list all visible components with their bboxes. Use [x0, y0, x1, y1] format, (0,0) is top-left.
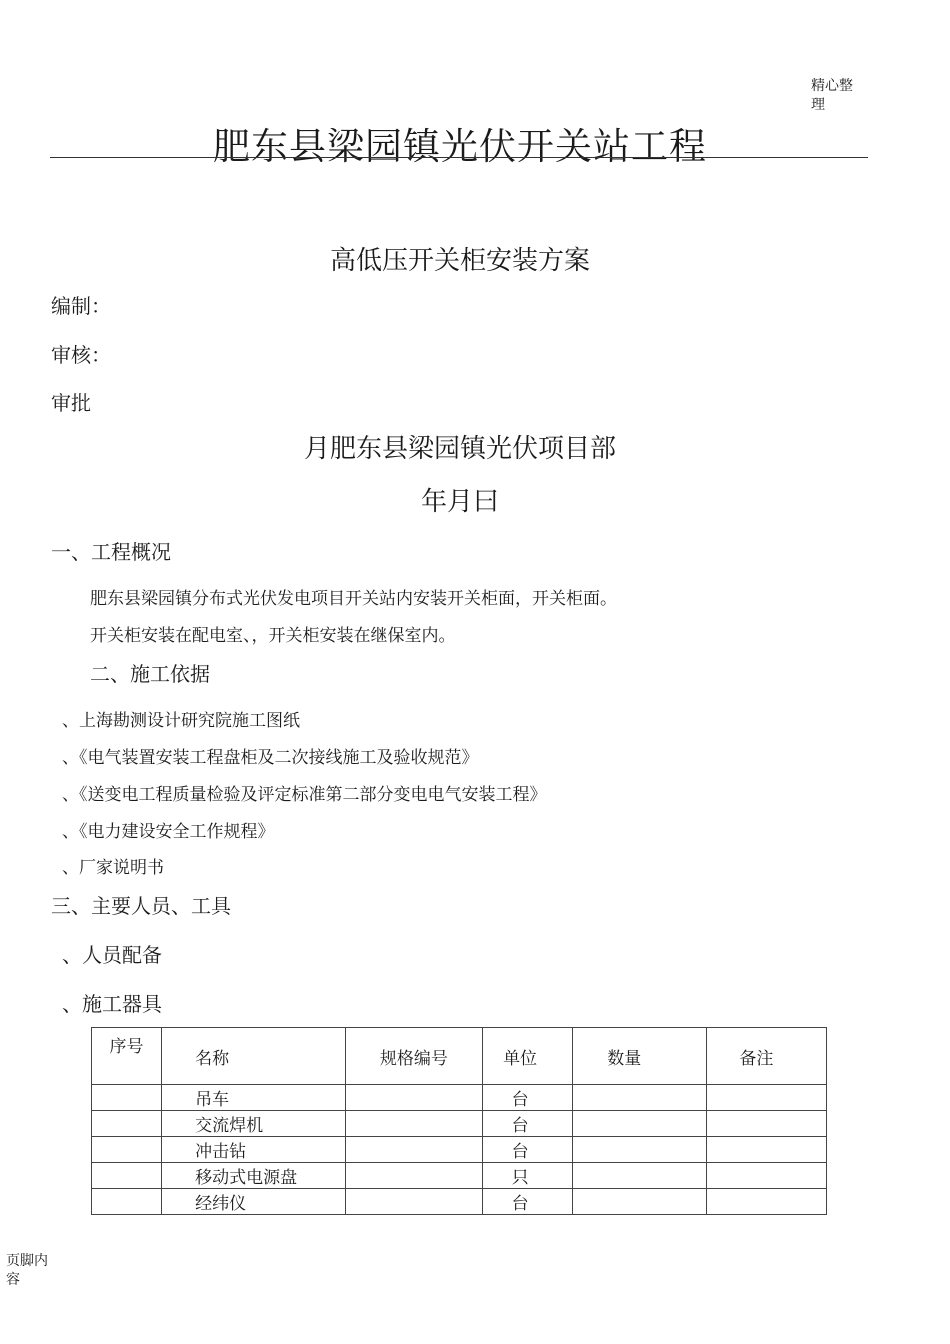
- document-title: 肥东县梁园镇光伏开关站工程: [213, 125, 707, 168]
- section3-sub-staff: 、人员配备: [62, 943, 162, 967]
- cell-remark: [706, 1111, 826, 1137]
- cell-unit: 台: [482, 1111, 572, 1137]
- cell-unit: 台: [482, 1085, 572, 1111]
- cell-qty: [572, 1189, 706, 1215]
- cell-spec: [346, 1111, 482, 1137]
- table-row: [92, 1085, 827, 1111]
- cell-remark: [706, 1085, 826, 1111]
- cell-seq: [92, 1189, 162, 1215]
- basis-item: 、《电气装置安装工程盘柜及二次接线施工及验收规范》: [62, 748, 479, 768]
- basis-item: 、《电力建设安全工作规程》: [62, 822, 275, 842]
- cell-spec: [346, 1189, 482, 1215]
- column-header-unit: 单位: [482, 1028, 572, 1085]
- cell-name: 经纬仪: [162, 1189, 346, 1215]
- section1-paragraph: 肥东县梁园镇分布式光伏发电项目开关站内安装开关柜面，开关柜面。: [90, 589, 617, 609]
- cell-seq: [92, 1085, 162, 1111]
- cell-unit: 只: [482, 1163, 572, 1189]
- column-header-name: 名称: [162, 1028, 346, 1085]
- field-review: 审核：: [51, 343, 111, 367]
- column-header-seq: 序号: [92, 1028, 162, 1085]
- cell-seq: [92, 1163, 162, 1189]
- cell-remark: [706, 1137, 826, 1163]
- title-underline: [50, 157, 868, 158]
- cell-name: 吊车: [162, 1085, 346, 1111]
- cell-spec: [346, 1085, 482, 1111]
- cell-name: 移动式电源盘: [162, 1163, 346, 1189]
- column-header-qty: 数量: [572, 1028, 706, 1085]
- cell-qty: [572, 1163, 706, 1189]
- section2-heading: 二、施工依据: [90, 662, 210, 686]
- tools-table: [91, 1027, 827, 1215]
- field-approve: 审批: [51, 391, 91, 415]
- section3-heading: 三、主要人员、工具: [51, 894, 231, 918]
- document-subtitle: 高低压开关柜安装方案: [329, 246, 590, 276]
- cell-spec: [346, 1163, 482, 1189]
- basis-item: 、厂家说明书: [62, 858, 164, 878]
- basis-item: 、上海勘测设计研究院施工图纸: [62, 711, 300, 731]
- table-row: [92, 1137, 827, 1163]
- cell-qty: [572, 1085, 706, 1111]
- cell-spec: [346, 1137, 482, 1163]
- cell-unit: 台: [482, 1137, 572, 1163]
- department-name: 月肥东县梁园镇光伏项目部: [303, 434, 616, 464]
- cell-unit: 台: [482, 1189, 572, 1215]
- basis-item: 、《送变电工程质量检验及评定标准第二部分变电电气安装工程》: [62, 785, 547, 805]
- header-note: 精心整理: [811, 78, 853, 113]
- section3-sub-tools: 、施工器具: [62, 992, 162, 1016]
- cell-qty: [572, 1137, 706, 1163]
- table-row: [92, 1111, 827, 1137]
- cell-seq: [92, 1111, 162, 1137]
- field-compile: 编制：: [51, 294, 111, 318]
- footer-note: 页脚内容: [6, 1253, 48, 1288]
- cell-name: 冲击钻: [162, 1137, 346, 1163]
- section1-paragraph: 开关柜安装在配电室、，开关柜安装在继保室内。: [90, 626, 456, 646]
- table-header-row: [92, 1028, 827, 1085]
- column-header-spec: 规格编号: [346, 1028, 482, 1085]
- table-row: [92, 1163, 827, 1189]
- cell-remark: [706, 1163, 826, 1189]
- document-date: 年月曰: [420, 487, 499, 517]
- table-row: [92, 1189, 827, 1215]
- section1-heading: 一、工程概况: [51, 540, 171, 564]
- column-header-remark: 备注: [706, 1028, 826, 1085]
- cell-qty: [572, 1111, 706, 1137]
- cell-name: 交流焊机: [162, 1111, 346, 1137]
- cell-seq: [92, 1137, 162, 1163]
- cell-remark: [706, 1189, 826, 1215]
